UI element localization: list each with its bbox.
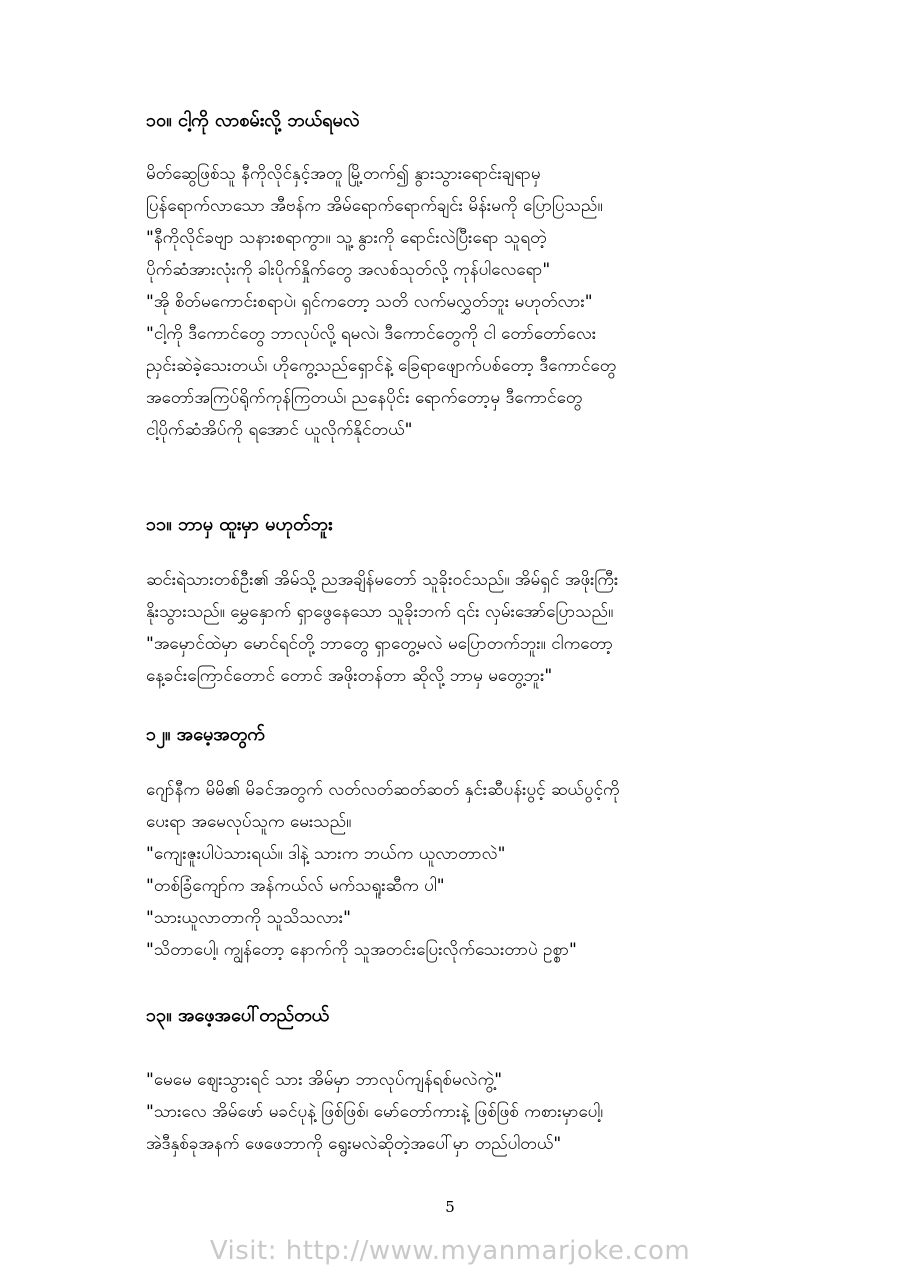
text-line: ဂျော်နီက မိမိ၏ မိခင်အတွက် လတ်လတ်ဆတ်ဆတ် နှင်းဆီပန်းပွင့် ဆယ်ပွင့်ကို [146,780,620,800]
text-line: "မေမေ ဈေးသွားရင် သား အိမ်မှာ ဘာလုပ်ကျန်ရစ်မလဲကွဲ့" [146,1070,503,1090]
text-line: "သိတာပေါ့၊ ကျွန်တော့ နောက်ကို သူအတင်းပြေးလိုက်သေးတာပဲ ဥစ္စာ" [146,940,577,960]
text-line: ပေးရာ အမေလုပ်သူက မေးသည်။ [146,812,352,832]
text-line: "ငါ့ကို ဒီကောင်တွေ ဘာလုပ်လို့ ရမလဲ၊ ဒီကောင်တွေကို ငါ တော်တော်လေး [146,324,597,344]
section-13-heading: ၁၃။ အဖေ့အပေါ်တည်တယ် [146,1005,330,1026]
text-line: ပြန်ရောက်လာသော အီဗန်က အိမ်ရောက်ရောက်ချင်း မိန်းမကို ပြောပြသည်။ [146,196,603,216]
page-number: 5 [445,1198,455,1216]
text-line: "သားယူလာတာကို သူသိသလား" [146,908,351,928]
section-12-heading: ၁၂။ အမေ့အတွက် [146,724,265,745]
text-line: ဆင်းရဲသားတစ်ဦး၏ အိမ်သို့ ညအချိန်မတော် သူခိုးဝင်သည်။ အိမ်ရှင် အဖိုးကြီး [146,570,619,590]
section-10-body [146,158,766,446]
section-11-heading: ၁၁။ ဘာမှ ထူးမှာ မဟုတ်ဘူး [146,514,333,535]
text-line: ညှင်းဆဲခဲ့သေးတယ်၊ ဟိုကွေ့သည်ရှောင်နဲ့ ခြေရာဖျောက်ပစ်တော့ ဒီကောင်တွေ [146,356,617,376]
text-line: ငါ့ပိုက်ဆံအိပ်ကို ရအောင် ယူလိုက်နိုင်တယ်" [146,420,413,440]
section-11-body [146,564,766,692]
text-line: မိတ်ဆွေဖြစ်သူ နီကိုလိုင်နှင့်အတူ မြို့တက်၍ နွားသွားရောင်းချရာမှ [146,164,541,184]
text-line: နေ့ခင်းကြောင်တောင် တောင် အဖိုးတန်တာ ဆိုလို့ ဘာမှ မတွေ့ဘူး" [146,666,553,686]
text-line: အတော်အကြပ်ရိုက်ကုန်ကြတယ်၊ ညနေပိုင်း ရောက်တော့မှ ဒီကောင်တွေ [146,388,583,408]
section-12-body [146,774,766,966]
text-line: အဲဒီနှစ်ခုအနက် ဖေဖေဘာကို ရွေးမလဲဆိုတဲ့အပေါ်မှာ တည်ပါတယ်" [146,1134,562,1154]
text-line: "သားလေ အိမ်ဖော် မခင်ပုနဲ့ ဖြစ်ဖြစ်၊ မော်တော်ကားနဲ့ ဖြစ်ဖြစ် ကစားမှာပေါ့၊ [146,1102,604,1122]
text-line: ပိုက်ဆံအားလုံးကို ခါးပိုက်နှိုက်တွေ အလစ်သုတ်လို့ ကုန်ပါလေရော" [146,260,551,280]
text-line: "တစ်ခြံကျော်က အန်ကယ်လ် မက်သရူးဆီက ပါ" [146,876,445,896]
text-line: "အမှောင်ထဲမှာ မောင်ရင်တို့ ဘာတွေ ရှာတွေ့မလဲ မပြောတက်ဘူး။ ငါကတော့ [146,634,613,654]
section-10-heading: ၁၀။ ငါ့ကို လာစမ်းလို့ ဘယ်ရမလဲ [146,110,360,131]
text-line: "နီကိုလိုင်ခဗျာ သနားစရာကွာ။ သူ့ နွားကို ရောင်းလဲပြီးရော သူရတဲ့ [146,228,547,248]
text-line: "အို စိတ်မကောင်းစရာပဲ၊ ရှင်ကတော့ သတိ လက်မလွှတ်ဘူး မဟုတ်လား" [146,292,593,312]
text-line: "ကျေးဇူးပါပဲသားရယ်။ ဒါနဲ့ သားက ဘယ်က ယူလာတာလဲ" [146,844,506,864]
site-watermark: Visit: http://www.myanmarjoke.com [209,1236,691,1266]
section-13-body [146,1064,766,1160]
text-line: နိုးသွားသည်။ မွှေနှောက် ရှာဖွေနေသော သူခိုးဘက် ၎င်း လှမ်းအော်ပြောသည်။ [146,602,614,622]
